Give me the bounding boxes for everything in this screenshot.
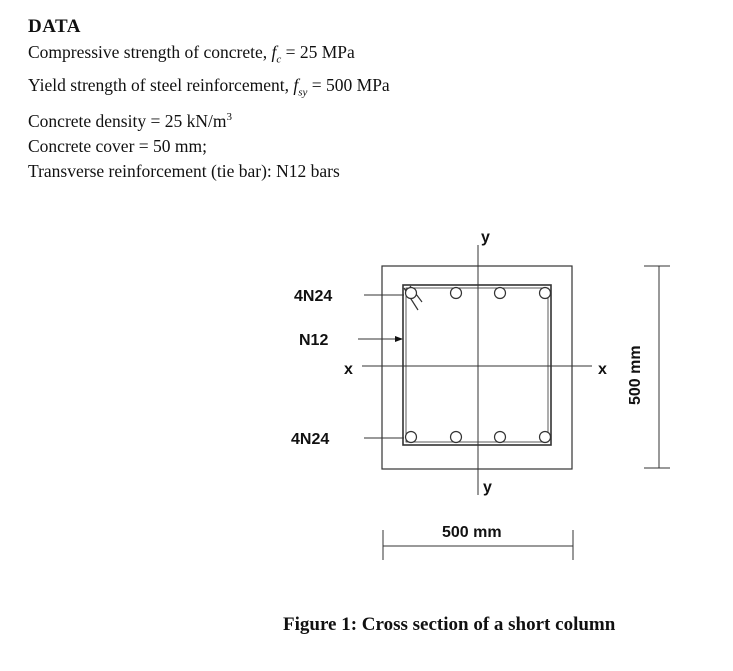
steel-strength-label: Yield strength of steel reinforcement, [28, 74, 294, 95]
steel-strength-subscript: sy [298, 86, 308, 98]
concrete-strength-symbol: f [271, 42, 277, 62]
steel-strength-symbol: f [293, 74, 299, 95]
data-line-cover: Concrete cover = 50 mm; [28, 135, 207, 156]
concrete-strength-value: = 25 MPa [281, 42, 355, 62]
y-axis-label-top: y [481, 229, 490, 246]
bottom-bar-1 [406, 432, 417, 443]
steel-strength-value: = 500 MPa [307, 74, 390, 95]
tie-outline [403, 285, 551, 445]
tie-inner-outline [406, 288, 548, 442]
density-text: Concrete density = 25 kN/m [28, 110, 227, 131]
x-axis-label-right: x [598, 361, 607, 378]
bottom-bar-2 [451, 432, 462, 443]
bottom-bar-3 [495, 432, 506, 443]
x-axis-label-left: x [344, 361, 353, 378]
concrete-strength-subscript: c [276, 53, 282, 66]
y-axis-label-bottom: y [483, 479, 492, 496]
density-exponent: 3 [226, 111, 232, 123]
top-bars-label: 4N24 [294, 288, 333, 305]
top-bar-2 [451, 288, 462, 299]
bottom-bar-4 [540, 432, 551, 443]
top-bar-4 [540, 288, 551, 299]
top-bar-3 [495, 288, 506, 299]
width-dimension-label: 500 mm [442, 524, 502, 541]
height-dimension-label: 500 mm [627, 345, 644, 405]
bottom-bars-label: 4N24 [291, 431, 330, 448]
top-bar-1 [406, 288, 417, 299]
concrete-strength-label: Compressive strength of concrete, [28, 42, 272, 62]
data-line-transverse: Transverse reinforcement (tie bar): N12 bars [28, 160, 340, 181]
tie-label: N12 [299, 332, 329, 349]
data-heading: DATA [28, 16, 82, 37]
figure-caption: Figure 1: Cross section of a short column [283, 614, 616, 635]
